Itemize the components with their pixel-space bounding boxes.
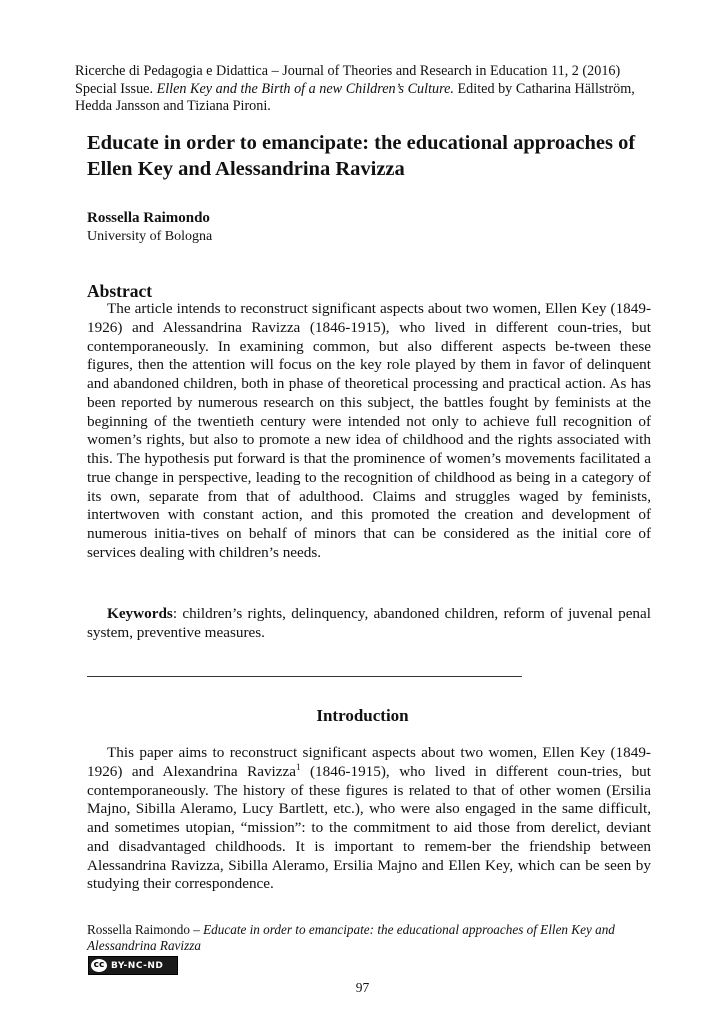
- cc-icon: cc: [91, 959, 107, 972]
- keywords-label: Keywords: [107, 605, 173, 622]
- license-badge[interactable]: [88, 956, 178, 975]
- footnote-reference[interactable]: 1: [296, 761, 301, 772]
- page-footer: [87, 922, 647, 954]
- paper-title: Educate in order to emancipate: the educational approaches of Ellen Key and Alessandrina Ravizza: [87, 132, 636, 180]
- footer-title: Educate in order to emancipate: the educational approaches of Ellen Key and Alessandrina Ravizza: [87, 922, 615, 953]
- intro-text-rest: (1846-1915), who lived in different coun-tries, but contemporaneously. The history of these figures is related to that of other women (Ersilia Majno, Sibilla Aleramo, Lucy Bartlett, etc.), who were also engaged in the same difficult, and sometimes utopian, “mission”: to the commitment to aid those from derelict, deviant and disadvantaged childhoods. It is important to remem-ber the friendship between Alessandrina Ravizza, Sibilla Aleramo, Ersilia Majno and Ellen Key, which can be seen by studying their correspondence.: [87, 762, 651, 893]
- author-name: Rossella Raimondo: [87, 210, 210, 226]
- special-issue-prefix: Special Issue.: [75, 80, 157, 97]
- license-text: BY-NC-ND: [111, 960, 164, 971]
- editors: Edited by Catharina Hällström, Hedda Jansson and Tiziana Pironi.: [75, 80, 635, 114]
- footer-author: Rossella Raimondo –: [87, 922, 204, 937]
- author-affiliation: University of Bologna: [87, 229, 213, 244]
- abstract-text: The article intends to reconstruct significant aspects about two women, Ellen Key (1849-1926) and Alessandrina Ravizza (1846-1915), who lived in different coun-tries, but contemporaneously. In examining common, but also different aspects be-tween these figures, then the attention will focus on the key role played by them in favor of delinquent and abandoned children, both in phase of theoretical processing and practical action. As has been reported by numerous research on this subject, the battles fought by feminists at the beginning of the twentieth century were intended not only to achieve full recognition of women’s rights, but also to promote a new idea of childhood and the rights associated with this. The hypothesis put forward is that the prominence of women’s movements facilitated a true change in perspective, leading to the recognition of childhood as being in a category of its own, separate from that of adulthood. Claims and struggles waged by feminists, intertwoven with constant action, and this promoted the creation and development of numerous initia-tives on behalf of minors that can be considered as the initial core of services dealing with children’s needs.: [87, 300, 651, 561]
- abstract-heading: Abstract: [87, 281, 153, 301]
- journal-header: [75, 63, 665, 116]
- intro-text-start: This paper aims to reconstruct significant aspects about two women, Ellen Key (1849-1926) and Alexandrina Ravizza: [87, 744, 651, 780]
- keywords: [87, 605, 651, 643]
- introduction-text: [87, 744, 651, 894]
- footnote-divider: [87, 676, 522, 677]
- special-issue-title: Ellen Key and the Birth of a new Children’s Culture.: [156, 80, 454, 97]
- introduction-heading: Introduction: [316, 706, 409, 725]
- journal-name: Ricerche di Pedagogia e Didattica – Journal of Theories and Research in Education 11, 2 (2016): [75, 63, 621, 79]
- page-number: 97: [355, 980, 370, 995]
- keywords-text: : children’s rights, delinquency, abandoned children, reform of juvenal penal system, preventive measures.: [87, 605, 651, 641]
